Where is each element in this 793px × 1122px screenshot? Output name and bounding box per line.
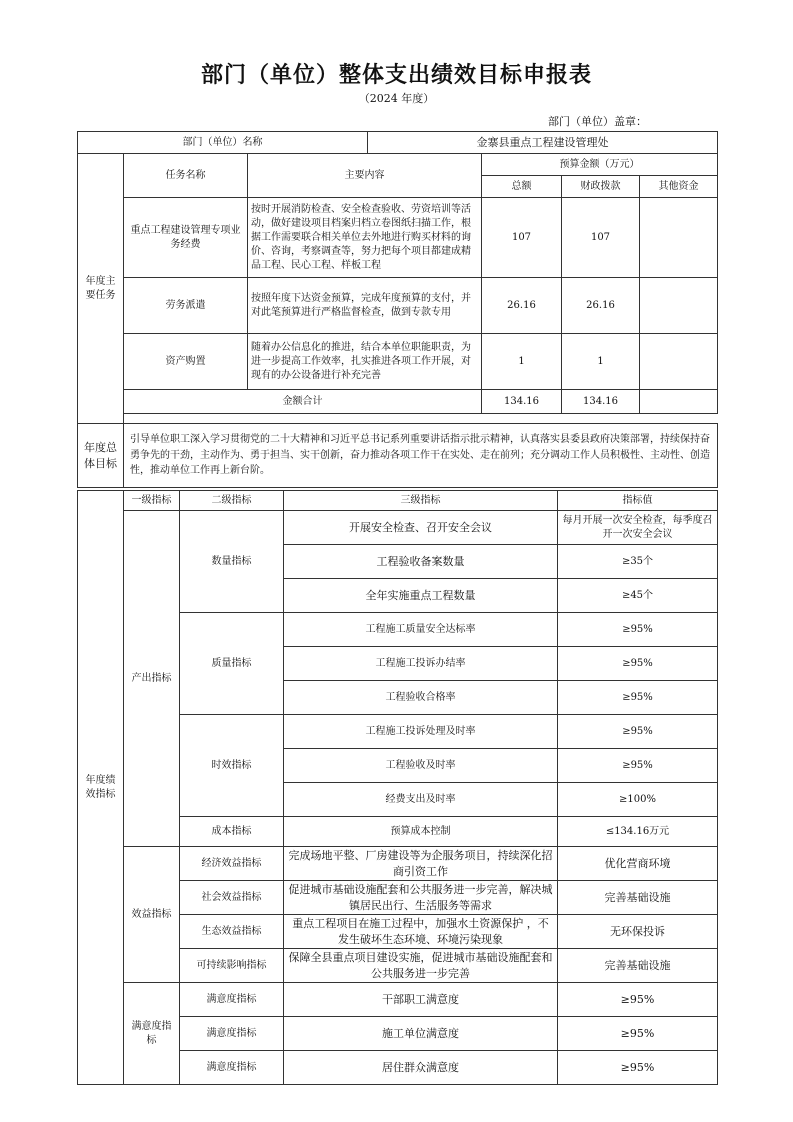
indicator-value: 完善基础设施 <box>558 949 718 983</box>
indicator-value: ≥95% <box>558 613 718 647</box>
table-row <box>78 198 718 278</box>
goal-text: 引导单位职工深入学习贯彻党的二十大精神和习近平总书记系列重要讲话指示批示精神，认真落实县委县政府决策部署，持续保持奋勇争先的干劲，主动作为、勇于担当、实干创新，奋力推动各项工作干在实处、走在前列；充分调动工作人员积极性、主动性、创造性，推动单位工作再上新台阶。 <box>124 424 718 488</box>
indicator-value: ≥95% <box>558 1017 718 1051</box>
indicator-name: 完成场地平整、厂房建设等为企服务项目，持续深化招商引资工作 <box>284 847 558 881</box>
sum-label: 金额合计 <box>124 390 482 414</box>
report-year: （2024 年度） <box>358 92 435 105</box>
indicator-l2: 生态效益指标 <box>180 915 284 949</box>
col-value: 指标值 <box>558 491 718 511</box>
indicator-name: 开展安全检查、召开安全会议 <box>284 511 558 545</box>
indicator-name: 预算成本控制 <box>284 817 558 847</box>
task-table <box>77 131 718 488</box>
indicator-l2: 社会效益指标 <box>180 881 284 915</box>
indicator-name: 经费支出及时率 <box>284 783 558 817</box>
sum-total: 134.16 <box>482 390 562 414</box>
quantity-indicator-label: 数量指标 <box>180 511 284 613</box>
seal-label: 部门（单位）盖章： <box>548 115 647 128</box>
table-row <box>78 278 718 334</box>
task-total: 1 <box>482 334 562 390</box>
indicator-value: ≥95% <box>558 681 718 715</box>
indicator-table <box>77 490 718 1085</box>
task-other <box>640 334 718 390</box>
task-name: 劳务派遣 <box>124 278 248 334</box>
task-content: 按时开展消防检查、安全检查验收、劳资培训等活动，做好建设项目档案归档立卷图纸扫描工作，根据工作需要联合相关单位去外地进行购买材料的询价、咨询，考察调查等，努力把每个项目都建成精品工程、民心工程、样板工程 <box>248 198 482 278</box>
output-indicator-label: 产出指标 <box>124 511 180 847</box>
sum-row <box>78 390 718 414</box>
indicator-l2: 可持续影响指标 <box>180 949 284 983</box>
indicator-name: 工程验收合格率 <box>284 681 558 715</box>
task-fiscal: 107 <box>562 198 640 278</box>
col-other: 其他资金 <box>640 176 718 198</box>
indicator-name: 促进城市基础设施配套和公共服务进一步完善，解决城镇居民出行、生活服务等需求 <box>284 881 558 915</box>
indicator-name: 工程验收及时率 <box>284 749 558 783</box>
col-fiscal: 财政拨款 <box>562 176 640 198</box>
indicator-name: 施工单位满意度 <box>284 1017 558 1051</box>
indicator-l2: 经济效益指标 <box>180 847 284 881</box>
benefit-indicator-label: 效益指标 <box>124 847 180 983</box>
task-content: 随着办公信息化的推进，结合本单位职能职责，为进一步提高工作效率，扎实推进各项工作开展，对现有的办公设备进行补充完善 <box>248 334 482 390</box>
col-task-name: 任务名称 <box>124 154 248 198</box>
indicator-value: ≥95% <box>558 647 718 681</box>
indicator-name: 保障全县重点项目建设实施，促进城市基础设施配套和公共服务进一步完善 <box>284 949 558 983</box>
indicator-name: 重点工程项目在施工过程中，加强水土资源保护 ，不发生破坏生态环境、环境污染现象 <box>284 915 558 949</box>
task-name: 资产购置 <box>124 334 248 390</box>
col-budget: 预算金额（万元） <box>482 154 718 176</box>
indicator-value: ≥95% <box>558 715 718 749</box>
page-title: 部门（单位）整体支出绩效目标申报表 <box>200 62 592 88</box>
indicators-section-label: 年度绩效指标 <box>78 491 124 1085</box>
task-other <box>640 278 718 334</box>
indicator-l2: 满意度指标 <box>180 1051 284 1085</box>
indicator-value: 完善基础设施 <box>558 881 718 915</box>
indicator-value: 无环保投诉 <box>558 915 718 949</box>
indicator-name: 工程施工投诉办结率 <box>284 647 558 681</box>
timeliness-indicator-label: 时效指标 <box>180 715 284 817</box>
sum-other <box>640 390 718 414</box>
task-fiscal: 26.16 <box>562 278 640 334</box>
task-total: 107 <box>482 198 562 278</box>
goal-label: 年度总体目标 <box>78 424 124 488</box>
indicator-value: ≥35个 <box>558 545 718 579</box>
indicator-name: 工程施工投诉处理及时率 <box>284 715 558 749</box>
col-l3: 三级指标 <box>284 491 558 511</box>
task-content: 按照年度下达资金预算，完成年度预算的支付，并对此笔预算进行严格监督检查，做到专款专用 <box>248 278 482 334</box>
indicator-name: 全年实施重点工程数量 <box>284 579 558 613</box>
indicator-name: 工程验收备案数量 <box>284 545 558 579</box>
indicator-value: ≥95% <box>558 749 718 783</box>
task-fiscal: 1 <box>562 334 640 390</box>
col-task-content: 主要内容 <box>248 154 482 198</box>
indicator-value: ≥95% <box>558 1051 718 1085</box>
indicator-value: ≥45个 <box>558 579 718 613</box>
table-row <box>78 334 718 390</box>
satisfaction-indicator-label: 满意度指标 <box>124 983 180 1085</box>
indicator-value: ≤134.16万元 <box>558 817 718 847</box>
indicator-value: 每月开展一次安全检查，每季度召开一次安全会议 <box>558 511 718 545</box>
indicator-name: 干部职工满意度 <box>284 983 558 1017</box>
indicator-l2: 满意度指标 <box>180 1017 284 1051</box>
cost-indicator-label: 成本指标 <box>180 817 284 847</box>
task-total: 26.16 <box>482 278 562 334</box>
dept-name-label: 部门（单位）名称 <box>78 132 368 154</box>
col-total: 总额 <box>482 176 562 198</box>
indicator-value: ≥95% <box>558 983 718 1017</box>
tasks-section-label: 年度主要任务 <box>78 154 124 424</box>
indicator-value: 优化营商环境 <box>558 847 718 881</box>
sum-fiscal: 134.16 <box>562 390 640 414</box>
indicator-name: 工程施工质量安全达标率 <box>284 613 558 647</box>
col-l2: 二级指标 <box>180 491 284 511</box>
indicator-value: ≥100% <box>558 783 718 817</box>
col-l1: 一级指标 <box>124 491 180 511</box>
task-name: 重点工程建设管理专项业务经费 <box>124 198 248 278</box>
dept-name-value: 金寨县重点工程建设管理处 <box>368 132 718 154</box>
quality-indicator-label: 质量指标 <box>180 613 284 715</box>
indicator-name: 居住群众满意度 <box>284 1051 558 1085</box>
indicator-l2: 满意度指标 <box>180 983 284 1017</box>
task-other <box>640 198 718 278</box>
